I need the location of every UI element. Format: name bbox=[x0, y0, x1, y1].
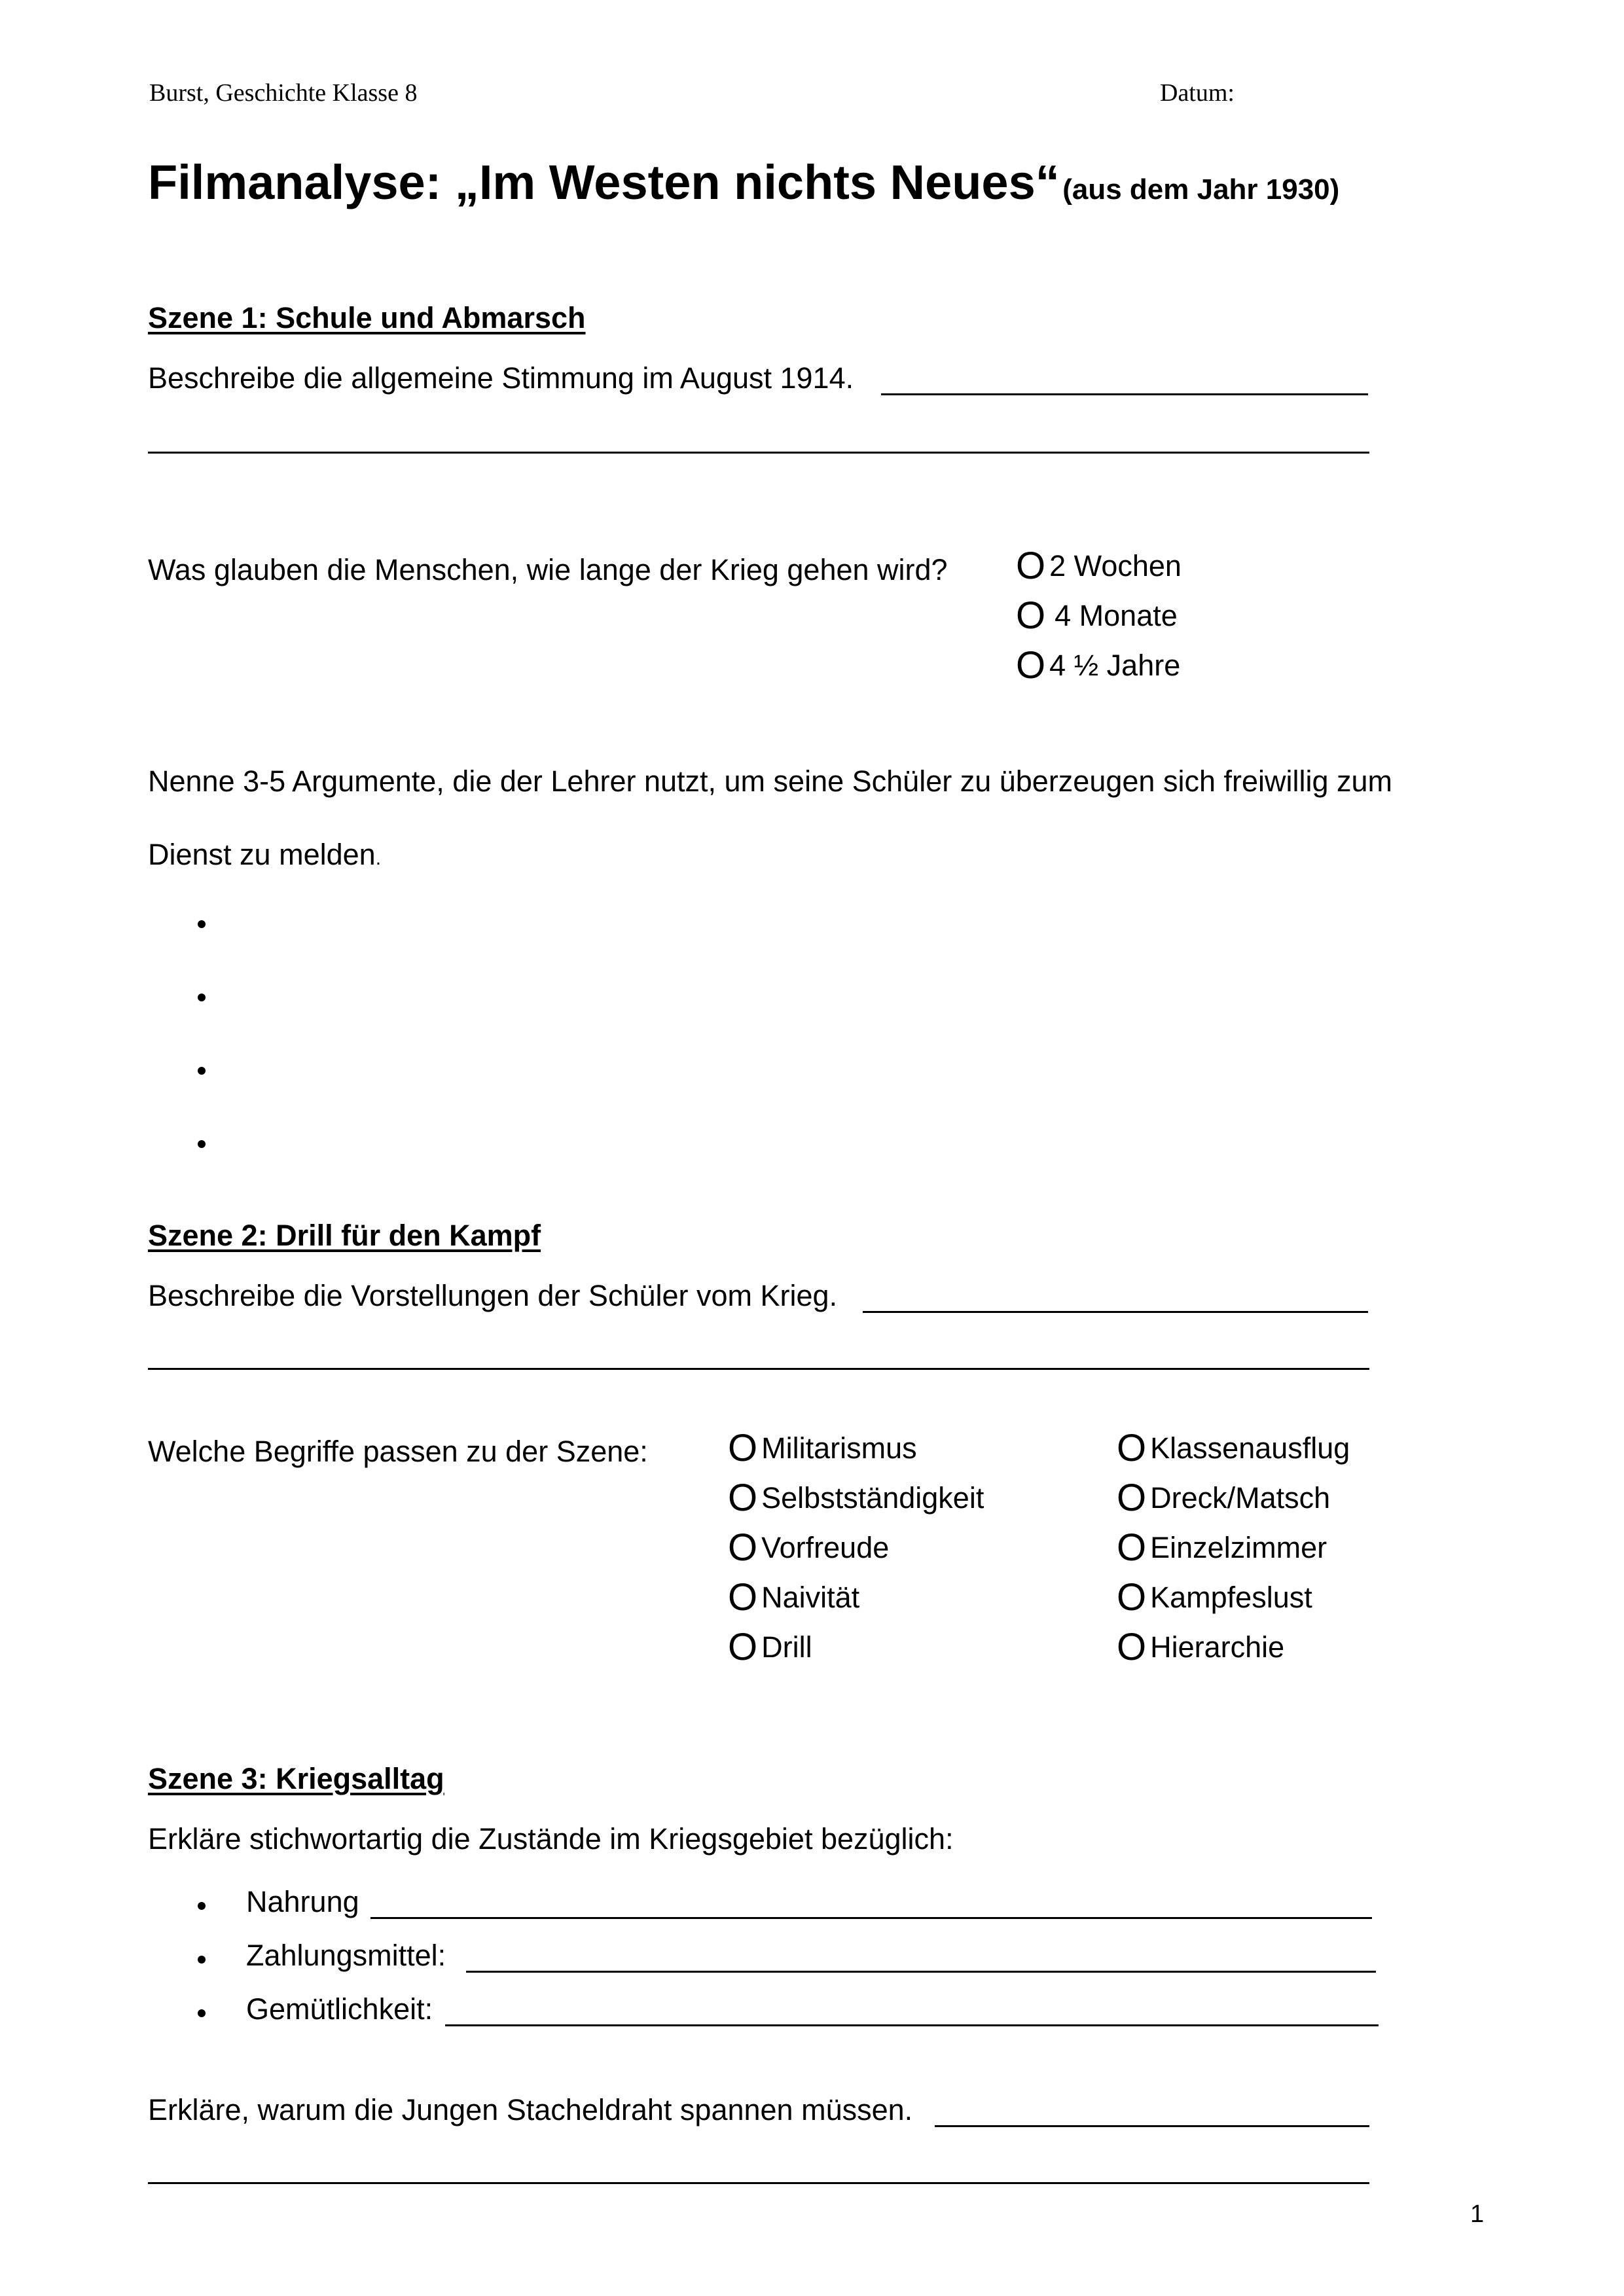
checkbox-circle-icon[interactable]: O bbox=[728, 1427, 758, 1469]
title-sub: (aus dem Jahr 1930) bbox=[1062, 173, 1340, 206]
checkbox-circle-icon[interactable]: O bbox=[1016, 594, 1046, 637]
option-label: Selbstständigkeit bbox=[761, 1481, 984, 1515]
title-main: Filmanalyse: „Im Westen nichts Neues“ bbox=[148, 155, 1060, 209]
option-label: Hierarchie bbox=[1150, 1630, 1285, 1664]
option-label: Drill bbox=[761, 1630, 812, 1664]
option-4-half-jahre[interactable] bbox=[1016, 644, 1181, 687]
option-naivitaet[interactable] bbox=[728, 1576, 860, 1619]
option-label: Militarismus bbox=[761, 1431, 917, 1465]
page-number: 1 bbox=[1470, 2200, 1485, 2228]
option-vorfreude[interactable] bbox=[728, 1526, 890, 1569]
option-drill[interactable] bbox=[728, 1626, 812, 1668]
checkbox-circle-icon[interactable]: O bbox=[1117, 1626, 1147, 1668]
answer-line[interactable] bbox=[148, 452, 1369, 454]
bullet-point bbox=[198, 1902, 206, 1910]
checkbox-circle-icon[interactable]: O bbox=[1117, 1526, 1147, 1569]
bullet-point bbox=[198, 920, 206, 928]
scene3-question-barbed-wire: Erkläre, warum die Jungen Stacheldraht spannen müssen. bbox=[148, 2093, 913, 2126]
option-label: Klassenausflug bbox=[1150, 1431, 1350, 1465]
item-nahrung: Nahrung bbox=[246, 1885, 359, 1918]
page-title bbox=[148, 154, 1339, 210]
item-gemuetlichkeit: Gemütlichkeit: bbox=[246, 1992, 433, 2026]
bullet-point bbox=[198, 1067, 206, 1075]
option-label: Einzelzimmer bbox=[1150, 1531, 1327, 1564]
header-author-class: Burst, Geschichte Klasse 8 bbox=[149, 79, 418, 107]
bullet-point bbox=[198, 1140, 206, 1148]
answer-line[interactable] bbox=[466, 1971, 1376, 1973]
bullet-point bbox=[198, 2009, 206, 2017]
scene2-question-ideas: Beschreibe die Vorstellungen der Schüler vom Krieg. bbox=[148, 1279, 838, 1312]
option-label: 4 ½ Jahre bbox=[1049, 649, 1181, 682]
option-selbststaendigkeit[interactable] bbox=[728, 1477, 984, 1519]
option-klassenausflug[interactable] bbox=[1117, 1427, 1350, 1469]
option-label: Dreck/Matsch bbox=[1150, 1481, 1331, 1515]
option-label: Naivität bbox=[761, 1581, 860, 1614]
answer-line[interactable] bbox=[863, 1311, 1368, 1313]
option-label: Kampfeslust bbox=[1150, 1581, 1312, 1614]
checkbox-circle-icon[interactable]: O bbox=[728, 1626, 758, 1668]
checkbox-circle-icon[interactable]: O bbox=[728, 1477, 758, 1519]
option-2-wochen[interactable] bbox=[1016, 545, 1182, 587]
scene3-heading: Szene 3: Kriegsalltag bbox=[148, 1762, 444, 1795]
answer-line[interactable] bbox=[881, 393, 1368, 395]
checkbox-circle-icon[interactable]: O bbox=[1016, 545, 1046, 587]
arguments-line2-dot: . bbox=[375, 848, 382, 869]
option-label: 2 Wochen bbox=[1049, 549, 1182, 583]
option-kampfeslust[interactable] bbox=[1117, 1576, 1312, 1619]
answer-line[interactable] bbox=[370, 1917, 1372, 1919]
answer-line[interactable] bbox=[148, 1368, 1369, 1370]
checkbox-circle-icon[interactable]: O bbox=[1117, 1477, 1147, 1519]
item-zahlungsmittel: Zahlungsmittel: bbox=[246, 1939, 446, 1972]
bullet-point bbox=[198, 1956, 206, 1964]
scene1-question-arguments-line1: Nenne 3-5 Argumente, die der Lehrer nutzt, um seine Schüler zu überzeugen sich freiwillig zum bbox=[148, 764, 1393, 798]
checkbox-circle-icon[interactable]: O bbox=[728, 1526, 758, 1569]
header-date-label: Datum: bbox=[1160, 79, 1235, 107]
scene2-heading: Szene 2: Drill für den Kampf bbox=[148, 1219, 541, 1252]
answer-line[interactable] bbox=[148, 2182, 1369, 2184]
scene1-heading: Szene 1: Schule und Abmarsch bbox=[148, 301, 586, 334]
checkbox-circle-icon[interactable]: O bbox=[1016, 644, 1046, 687]
answer-line[interactable] bbox=[445, 2024, 1379, 2026]
checkbox-circle-icon[interactable]: O bbox=[728, 1576, 758, 1619]
option-militarismus[interactable] bbox=[728, 1427, 917, 1469]
arguments-line2-text: Dienst zu melden bbox=[148, 838, 376, 871]
option-dreck-matsch[interactable] bbox=[1117, 1477, 1331, 1519]
scene1-question-duration: Was glauben die Menschen, wie lange der Krieg gehen wird? bbox=[148, 553, 948, 586]
answer-line[interactable] bbox=[935, 2125, 1369, 2127]
option-label: 4 Monate bbox=[1055, 599, 1178, 632]
option-einzelzimmer[interactable] bbox=[1117, 1526, 1327, 1569]
option-hierarchie[interactable] bbox=[1117, 1626, 1285, 1668]
option-4-monate[interactable] bbox=[1016, 594, 1178, 637]
scene2-question-terms: Welche Begriffe passen zu der Szene: bbox=[148, 1435, 648, 1468]
bullet-point bbox=[198, 994, 206, 1001]
option-label: Vorfreude bbox=[761, 1531, 890, 1564]
scene1-question-mood: Beschreibe die allgemeine Stimmung im August 1914. bbox=[148, 361, 854, 395]
scene3-question-conditions: Erkläre stichwortartig die Zustände im Kriegsgebiet bezüglich: bbox=[148, 1822, 954, 1856]
checkbox-circle-icon[interactable]: O bbox=[1117, 1427, 1147, 1469]
scene1-question-arguments-line2 bbox=[148, 838, 381, 872]
checkbox-circle-icon[interactable]: O bbox=[1117, 1576, 1147, 1619]
